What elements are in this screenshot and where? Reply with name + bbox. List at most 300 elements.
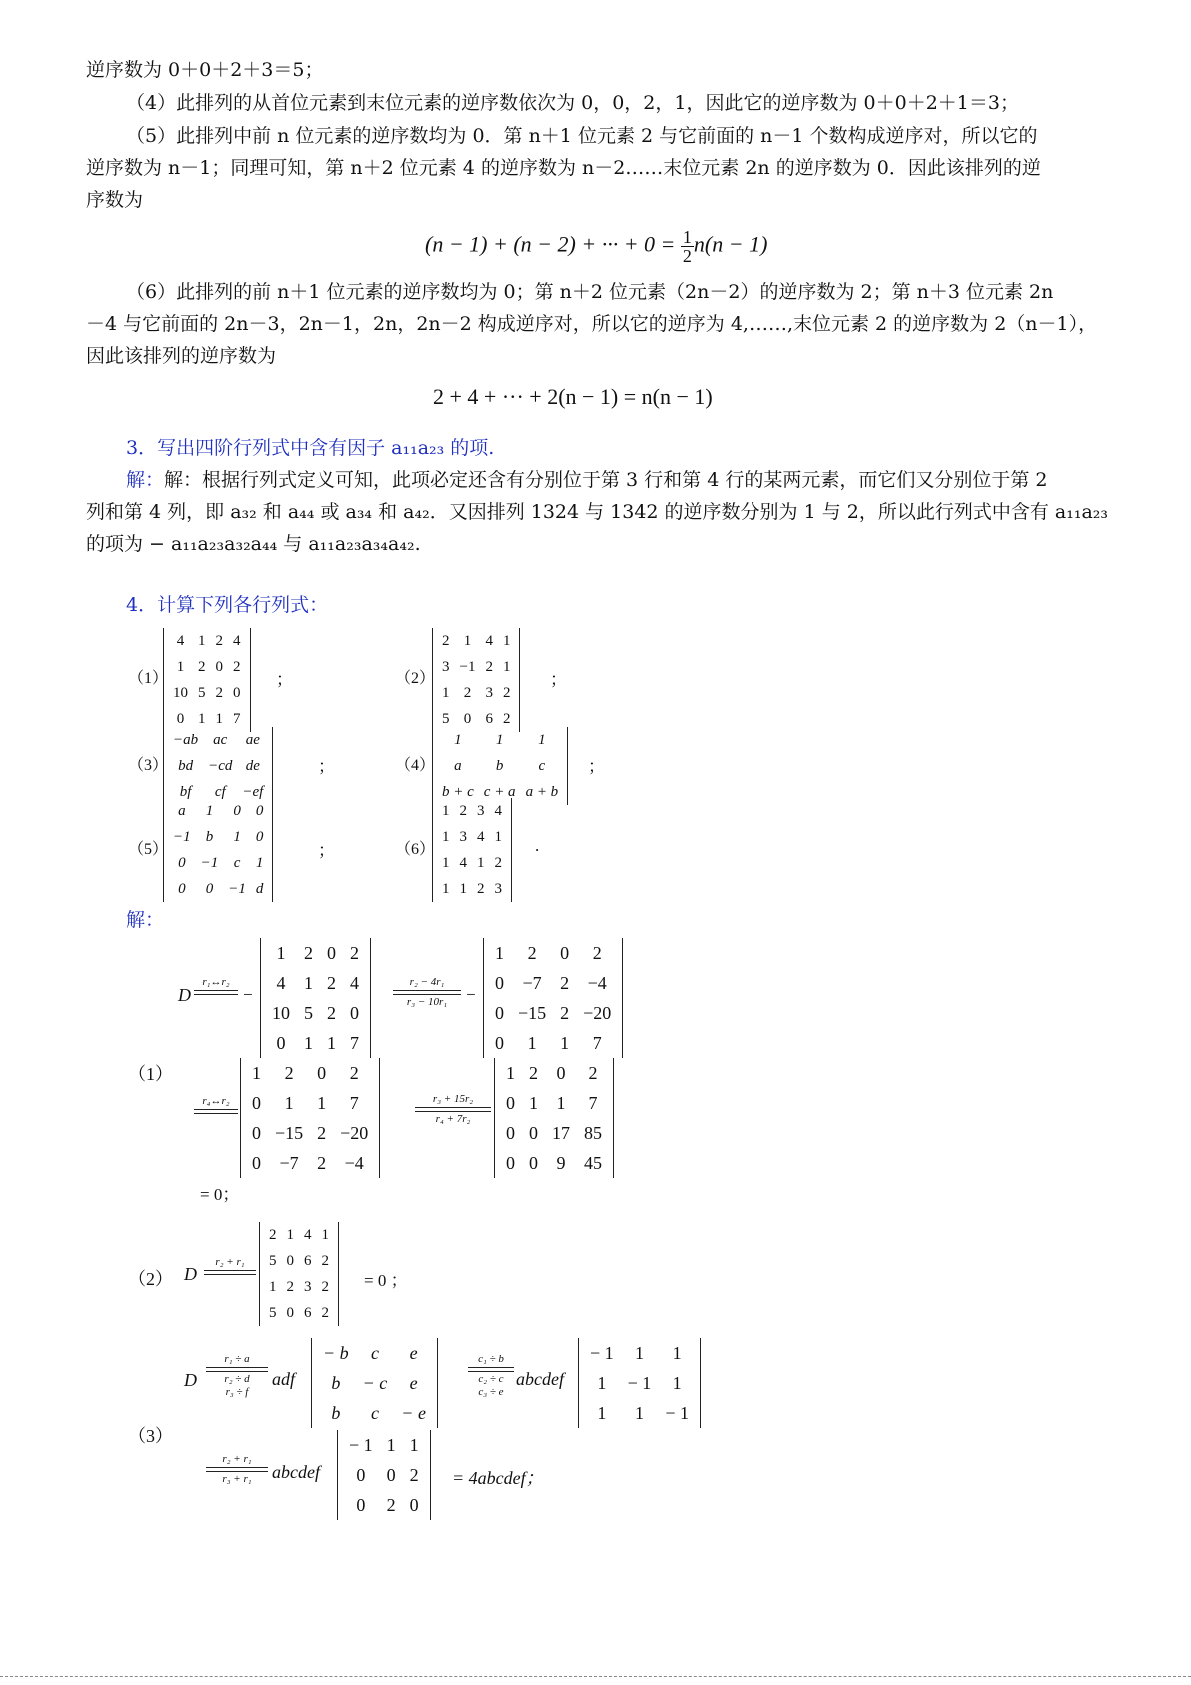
minus-sign: −	[466, 985, 476, 1004]
matrix-cell: 0	[386, 1464, 396, 1485]
determinant-step	[578, 1338, 701, 1428]
matrix-cell: 4	[459, 854, 467, 871]
matrix-cell: 0	[350, 1002, 359, 1023]
matrix-cell: −ab	[173, 731, 199, 748]
matrix-cell: bd	[178, 757, 194, 774]
matrix-row	[168, 654, 246, 680]
matrix-cell: 0	[556, 1062, 566, 1083]
col-op-arrow	[468, 1353, 514, 1399]
matrix-cell: 3	[304, 1278, 312, 1295]
text-line: （5）此排列中前 n 位元素的逆序数均为 0．第 n＋1 位元素 2 与它前面的 n－1 个数构成逆序对，所以它的	[126, 125, 1038, 147]
matrix-cell: 2	[321, 1252, 329, 1269]
matrix-cell: 2	[286, 1278, 294, 1295]
matrix-cell: −1	[200, 854, 219, 871]
matrix-cell: 85	[584, 1122, 602, 1143]
matrix-cell: 2	[588, 1062, 598, 1083]
matrix-cell: 9	[556, 1152, 566, 1173]
matrix-cell: 2	[442, 632, 450, 649]
matrix-cell: 1	[304, 972, 313, 993]
matrix-row	[265, 1028, 366, 1058]
row-op-label: r₂ ÷ d	[224, 1373, 250, 1385]
matrix-cell: 2	[321, 1304, 329, 1321]
matrix-cell: 0	[286, 1252, 294, 1269]
matrix-cell: 0	[356, 1464, 366, 1485]
matrix-table	[499, 1058, 609, 1178]
matrix-row	[499, 1088, 609, 1118]
row-op-label: r₃ + 15r₂	[432, 1093, 474, 1105]
matrix-cell: 2	[463, 684, 472, 701]
matrix-cell: 4	[176, 632, 185, 649]
determinant-step	[259, 1222, 339, 1326]
col-op-label: c₁ ÷ b	[478, 1353, 504, 1365]
matrix-cell: 1	[317, 1092, 327, 1113]
matrix-cell: 2	[284, 1062, 294, 1083]
matrix-cell: c	[370, 1402, 379, 1423]
matrix-cell: 2	[485, 658, 493, 675]
matrix-cell: c	[233, 854, 241, 871]
matrix-cell: 1	[597, 1372, 607, 1393]
matrix-cell: 2	[386, 1494, 396, 1515]
fraction-one-half: $\frac{1}{2}$	[682, 227, 692, 266]
matrix-cell: 1	[495, 942, 504, 963]
matrix-cell: 1	[454, 731, 462, 748]
matrix-cell: 7	[592, 1032, 602, 1053]
matrix-table	[245, 1058, 375, 1178]
problem-label: （6）	[395, 841, 436, 858]
matrix-row	[264, 1274, 334, 1300]
matrix-cell: −20	[340, 1122, 369, 1143]
matrix-cell: −15	[275, 1122, 304, 1143]
matrix-table	[342, 1430, 426, 1520]
matrix-row	[168, 680, 246, 706]
matrix-row	[264, 1300, 334, 1326]
matrix-cell: 10	[173, 684, 188, 701]
matrix-cell: cf	[214, 783, 226, 800]
row-op-arrow	[206, 1353, 268, 1399]
matrix-cell: 1	[327, 1032, 336, 1053]
matrix-cell: 1	[409, 1434, 419, 1455]
scalar-factor: abcdef	[272, 1462, 320, 1482]
matrix-cell: c	[370, 1342, 379, 1363]
matrix-row	[437, 850, 507, 876]
matrix-cell: 2	[269, 1226, 277, 1243]
matrix-cell: 1	[198, 710, 206, 727]
matrix-cell: 2	[321, 1278, 329, 1295]
answer-text: 解：根据行列式定义可知，此项必定还含有分别位于第 3 行和第 4 行的某两元素，而它们又分别位于第 2	[164, 469, 1048, 491]
row-op-label: r₃ + r₁	[222, 1473, 252, 1485]
matrix-row	[168, 727, 268, 753]
matrix-cell: 1	[386, 1434, 396, 1455]
matrix-row	[499, 1118, 609, 1148]
d-symbol: D	[178, 985, 191, 1005]
matrix-cell: 6	[304, 1252, 312, 1269]
matrix-cell: 1	[276, 942, 286, 963]
matrix-cell: −cd	[208, 757, 233, 774]
matrix-cell: − 1	[665, 1402, 689, 1423]
matrix-cell: de	[245, 757, 260, 774]
matrix-row	[488, 938, 618, 968]
col-op-label: c₂ ÷ c	[478, 1373, 504, 1385]
matrix-row	[265, 938, 366, 968]
problem-label: （5）	[128, 841, 169, 858]
matrix-cell: 3	[442, 658, 450, 675]
matrix-cell: 2	[215, 684, 223, 701]
matrix-row	[437, 680, 515, 706]
row-op-label: r₄ + 7r₂	[435, 1113, 471, 1125]
matrix-cell: 0	[252, 1122, 261, 1143]
matrix-cell: 1	[672, 1372, 682, 1393]
text-line	[126, 465, 1047, 496]
matrix-cell: − e	[401, 1402, 426, 1423]
matrix-row	[437, 654, 515, 680]
matrix-cell: −ef	[242, 783, 264, 800]
matrix-cell: − 1	[590, 1342, 614, 1363]
matrix-cell: 0	[506, 1092, 515, 1113]
matrix-row	[168, 798, 268, 824]
matrix-cell: 2	[592, 942, 602, 963]
matrix-cell: a + b	[525, 783, 559, 800]
matrix-cell: 0	[495, 1032, 504, 1053]
matrix-cell: 0	[255, 802, 264, 819]
matrix-row	[168, 628, 246, 654]
matrix-cell: 4	[494, 802, 502, 819]
determinant-step	[260, 938, 371, 1058]
matrix-cell: bf	[179, 783, 192, 800]
matrix-cell: 1	[672, 1342, 682, 1363]
matrix-cell: 1	[527, 1032, 537, 1053]
matrix-cell: 1	[538, 731, 546, 748]
determinant-step	[240, 1058, 380, 1178]
matrix-table	[168, 628, 246, 732]
text-line: （4）此排列的从首位元素到末位元素的逆序数依次为 0，0，2，1，因此它的逆序数为 0＋0＋2＋1＝3；	[126, 92, 1019, 114]
matrix-cell: 1	[556, 1092, 566, 1113]
matrix-table	[437, 628, 515, 732]
matrix-cell: 1	[215, 710, 223, 727]
d-symbol: D	[184, 1264, 197, 1284]
matrix-cell: − 1	[627, 1372, 652, 1393]
matrix-cell: 1	[506, 1062, 515, 1083]
matrix-cell: 0	[463, 710, 472, 727]
matrix-cell: 0	[233, 684, 241, 701]
matrix-cell: 1	[502, 658, 511, 675]
determinant-problem-5	[163, 798, 273, 902]
matrix-cell: 0	[276, 1032, 286, 1053]
matrix-cell: 2	[327, 1002, 336, 1023]
matrix-cell: − b	[323, 1342, 349, 1363]
matrix-cell: 45	[584, 1152, 602, 1173]
row-op-label: r₂ − 4r₁	[409, 976, 445, 988]
row-op-label: r₂ + r₁	[215, 1256, 245, 1268]
matrix-table	[264, 1222, 334, 1326]
matrix-row	[316, 1338, 433, 1368]
text-line: （6）此排列的前 n＋1 位元素的逆序数均为 0；第 n＋2 位元素（2n－2）的逆序数为 2；第 n＋3 位元素 2n	[126, 281, 1054, 303]
problem-label: （2）	[395, 670, 436, 687]
matrix-cell: − 1	[349, 1434, 373, 1455]
matrix-cell: 3	[494, 880, 502, 897]
matrix-cell: 1	[442, 684, 450, 701]
matrix-cell: 0	[495, 972, 504, 993]
matrix-row	[437, 727, 563, 753]
matrix-cell: 1	[442, 802, 450, 819]
matrix-row	[437, 824, 507, 850]
matrix-cell: 0	[560, 942, 570, 963]
text-line: 列和第 4 列，即 a₃₂ 和 a₄₄ 或 a₃₄ 和 a₄₂．又因排列 1324 与 1342 的逆序数分别为 1 与 2，所以此行列式中含有 a₁₁a₂₃	[86, 501, 1109, 523]
matrix-cell: 2	[409, 1464, 419, 1485]
matrix-cell: 1	[634, 1342, 644, 1363]
matrix-row	[342, 1430, 426, 1460]
matrix-cell: 5	[269, 1304, 277, 1321]
matrix-cell: 1	[176, 658, 185, 675]
matrix-row	[488, 998, 618, 1028]
matrix-cell: 7	[350, 1032, 359, 1053]
row-op-arrow	[194, 1095, 238, 1115]
col-op-label: c₃ ÷ e	[478, 1386, 504, 1398]
matrix-cell: b	[495, 757, 504, 774]
problem-label: （1）	[128, 670, 169, 687]
matrix-cell: −15	[518, 1002, 547, 1023]
matrix-row	[437, 876, 507, 902]
matrix-row	[499, 1058, 609, 1088]
matrix-row	[583, 1398, 696, 1428]
matrix-row	[265, 968, 366, 998]
solution-heading: 解：	[126, 909, 165, 931]
matrix-cell: 3	[485, 684, 493, 701]
determinant-problem-1	[163, 628, 251, 732]
matrix-cell: 5	[304, 1002, 313, 1023]
row-op-label: r₃ − 10r₁	[406, 996, 448, 1008]
matrix-cell: 1	[304, 1032, 313, 1053]
matrix-row	[583, 1338, 696, 1368]
matrix-cell: b	[331, 1402, 341, 1423]
matrix-cell: 2	[560, 1002, 570, 1023]
row-op-arrow	[206, 1453, 268, 1486]
separator: ；	[318, 841, 335, 860]
text-line: 逆序数为 0＋0＋2＋3＝5；	[86, 59, 324, 81]
matrix-cell: 4	[276, 972, 286, 993]
text-line: 逆序数为 n－1；同理可知，第 n＋2 位元素 4 的逆序数为 n－2……末位元素 2n 的逆序数为 0．因此该排列的逆	[86, 157, 1041, 179]
separator: ；	[550, 670, 567, 689]
page-bottom-divider	[0, 1676, 1191, 1677]
solution-label: （2）	[128, 1269, 173, 1289]
matrix-cell: 1	[442, 828, 450, 845]
matrix-cell: −7	[279, 1152, 299, 1173]
matrix-cell: 0	[495, 1002, 504, 1023]
matrix-cell: 1	[597, 1402, 607, 1423]
matrix-cell: 1	[205, 802, 214, 819]
matrix-cell: 2	[317, 1152, 327, 1173]
matrix-cell: 1	[634, 1402, 644, 1423]
matrix-cell: 5	[269, 1252, 277, 1269]
matrix-cell: 4	[477, 828, 485, 845]
matrix-cell: 1	[529, 1092, 538, 1113]
row-op-arrow	[393, 976, 461, 1009]
result-text: = 0；	[200, 1185, 240, 1204]
matrix-cell: 0	[178, 880, 186, 897]
matrix-row	[168, 850, 268, 876]
matrix-row	[437, 798, 507, 824]
matrix-cell: 4	[304, 1226, 312, 1243]
matrix-cell: ac	[213, 731, 228, 748]
determinant-step	[311, 1338, 438, 1428]
determinant-problem-3	[163, 727, 273, 805]
determinant-problem-2	[432, 628, 520, 732]
matrix-table	[488, 938, 618, 1058]
matrix-cell: 2	[317, 1122, 327, 1143]
matrix-cell: a	[454, 757, 462, 774]
determinant-problem-4	[432, 727, 568, 805]
matrix-cell: 0	[178, 854, 186, 871]
matrix-cell: 0	[286, 1304, 294, 1321]
matrix-cell: 0	[327, 942, 336, 963]
matrix-cell: 4	[350, 972, 359, 993]
matrix-cell: 6	[304, 1304, 312, 1321]
matrix-cell: 2	[527, 942, 537, 963]
matrix-cell: 2	[502, 684, 511, 701]
scalar-factor: adf	[272, 1369, 296, 1389]
answer-label: 解：	[126, 469, 165, 491]
matrix-cell: 0	[252, 1092, 261, 1113]
matrix-cell: 5	[442, 710, 450, 727]
matrix-cell: 2	[198, 658, 206, 675]
solution-label: （3）	[128, 1426, 173, 1446]
matrix-cell: 2	[459, 802, 467, 819]
matrix-cell: 2	[327, 972, 336, 993]
matrix-cell: 1	[502, 632, 511, 649]
matrix-cell: 10	[272, 1002, 290, 1023]
matrix-cell: −4	[587, 972, 607, 993]
matrix-cell: 7	[349, 1092, 359, 1113]
matrix-row	[168, 876, 268, 902]
matrix-cell: 2	[560, 972, 570, 993]
matrix-cell: c + a	[483, 783, 516, 800]
matrix-table	[583, 1338, 696, 1428]
matrix-cell: −1	[173, 828, 191, 845]
row-op-arrow	[194, 976, 238, 996]
matrix-row	[316, 1398, 433, 1428]
determinant-step	[494, 1058, 614, 1178]
matrix-cell: c	[538, 757, 546, 774]
matrix-table	[168, 727, 268, 805]
formula-right: n(n − 1)	[693, 231, 768, 257]
matrix-row	[168, 753, 268, 779]
matrix-row	[265, 998, 366, 1028]
text-line: －4 与它前面的 2n－3，2n－1，2n，2n－2 构成逆序对，所以它的逆序为 4,……,末位元素 2 的逆序数为 2（n－1），	[86, 313, 1098, 335]
matrix-cell: 0	[529, 1152, 538, 1173]
problem-label: （4）	[395, 757, 436, 774]
matrix-cell: 0	[233, 802, 241, 819]
matrix-cell: 1	[459, 880, 467, 897]
matrix-cell: 1	[495, 731, 504, 748]
matrix-cell: 2	[529, 1062, 538, 1083]
matrix-cell: 1	[494, 828, 502, 845]
matrix-table	[265, 938, 366, 1058]
matrix-table	[316, 1338, 433, 1428]
matrix-cell: 0	[205, 880, 214, 897]
determinant-step	[337, 1430, 431, 1520]
scalar-factor: abcdef	[516, 1369, 564, 1389]
matrix-cell: 1	[255, 854, 264, 871]
matrix-cell: 0	[317, 1062, 327, 1083]
row-op-label: r₄↔r₂	[202, 1095, 230, 1107]
matrix-row	[437, 628, 515, 654]
question-4-heading: 4．计算下列各行列式：	[126, 594, 329, 616]
matrix-cell: 17	[552, 1122, 570, 1143]
matrix-cell: 0	[529, 1122, 538, 1143]
determinant-problem-6	[432, 798, 512, 902]
matrix-cell: b + c	[442, 783, 474, 800]
result-text: = 4abcdef；	[452, 1468, 544, 1488]
result-text: = 0 ；	[364, 1271, 408, 1290]
matrix-row	[264, 1248, 334, 1274]
formula-sum-1	[425, 228, 767, 265]
matrix-cell: 1	[442, 880, 450, 897]
text-line: 因此该排列的逆序数为	[86, 345, 277, 367]
row-op-label: r₂ + r₁	[222, 1453, 252, 1465]
matrix-cell: 2	[502, 710, 511, 727]
matrix-row	[488, 1028, 618, 1058]
matrix-cell: 1	[463, 632, 472, 649]
question-3-heading: 3．写出四阶行列式中含有因子 a₁₁a₂₃ 的项.	[126, 437, 495, 459]
formula-left: (n − 1) + (n − 2) + ··· + 0 =	[425, 231, 676, 257]
matrix-cell: 4	[485, 632, 493, 649]
matrix-cell: 1	[284, 1092, 294, 1113]
matrix-cell: 2	[215, 632, 223, 649]
matrix-cell: 2	[349, 1062, 359, 1083]
matrix-cell: 1	[286, 1226, 294, 1243]
row-op-label: r₃ ÷ f	[225, 1386, 249, 1398]
matrix-cell: b	[331, 1372, 341, 1393]
matrix-row	[437, 753, 563, 779]
row-op-arrow	[204, 1256, 256, 1276]
matrix-cell: 2	[494, 854, 502, 871]
separator: ；	[588, 757, 605, 776]
matrix-cell: 6	[485, 710, 493, 727]
matrix-table	[437, 727, 563, 805]
text-line: 序数为	[86, 189, 144, 211]
matrix-row	[264, 1222, 334, 1248]
matrix-cell: − c	[362, 1372, 388, 1393]
matrix-table	[168, 798, 268, 902]
row-op-label: r₁↔r₂	[202, 976, 230, 988]
minus-sign: −	[243, 985, 253, 1004]
matrix-row	[245, 1058, 375, 1088]
matrix-cell: −1	[459, 658, 476, 675]
matrix-cell: 1	[233, 828, 241, 845]
d-symbol: D	[184, 1370, 197, 1390]
matrix-cell: b	[205, 828, 214, 845]
matrix-cell: 2	[477, 880, 485, 897]
text-line: 的项为 − a₁₁a₂₃a₃₂a₄₄ 与 a₁₁a₂₃a₃₄a₄₂.	[86, 533, 421, 555]
matrix-cell: 0	[176, 710, 185, 727]
matrix-row	[499, 1148, 609, 1178]
matrix-cell: 0	[506, 1122, 515, 1143]
matrix-cell: e	[409, 1372, 418, 1393]
solution-label: （1）	[128, 1064, 173, 1084]
matrix-row	[583, 1368, 696, 1398]
matrix-cell: 0	[506, 1152, 515, 1173]
matrix-cell: 5	[198, 684, 206, 701]
problem-label: （3）	[128, 757, 169, 774]
matrix-row	[245, 1148, 375, 1178]
separator: ；	[318, 757, 335, 776]
row-op-arrow	[415, 1093, 491, 1126]
matrix-cell: −7	[522, 972, 542, 993]
matrix-cell: 3	[459, 828, 467, 845]
matrix-cell: e	[409, 1342, 418, 1363]
matrix-cell: 3	[477, 802, 485, 819]
matrix-cell: d	[255, 880, 264, 897]
matrix-cell: 2	[350, 942, 359, 963]
